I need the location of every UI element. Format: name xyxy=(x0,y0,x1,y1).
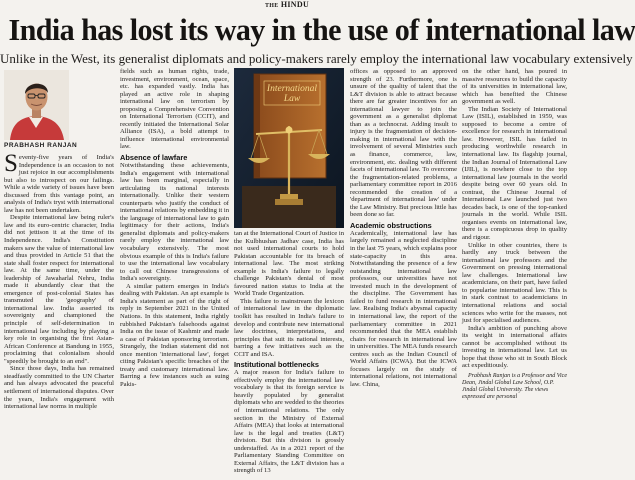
paragraph: This failure to mainstream the lexicon of international law in the diplomatic toolkit has resulted in India's failure to develop and contribute new international law doctrines, interpretations, and principles that suit its national interests, barring a few initiatives such as the CCIT and ISA. xyxy=(234,297,344,358)
scales-of-justice-illustration xyxy=(234,68,344,228)
subheading-institutional-bottlenecks: Institutional bottlenecks xyxy=(234,360,319,370)
author-byline: PRABHASH RANJAN xyxy=(4,142,78,149)
masthead xyxy=(232,0,342,10)
article-column-4 xyxy=(350,68,457,388)
author-tagline: Prabhash Ranjan is a Professor and Vice Dean, Jindal Global Law School, O.P. Jindal Global University. The views expressed are personal xyxy=(462,372,567,400)
standfirst: Unlike in the West, its generalist diplomats and policy-makers rarely employ the international law vocabulary extensively xyxy=(0,51,633,66)
paragraph: on the other hand, has poured in massive resources to build the capacity of its universities in international law, which has benefited the Chinese government as well. xyxy=(462,68,567,106)
article-column-1 xyxy=(4,150,114,411)
paragraph: Unlike in other countries, there is hardly any truck between the international law professors and the Government on pressing international law challenges. International law academicians, on their part, have failed to popularise international law. This is in stark contrast to academicians in international relations and social sciences who write for the masses, not just for specialised audiences. xyxy=(462,241,567,325)
paragraph: Despite international law being ruler's law and its euro-centric character, India did not jettison it at the time of its Independence. India's Constitution makers saw the value of international law and thus provided in Article 51 that the state shall foster respect for international law. At the same time, under the leadership of Jawaharlal Nehru, India made it abundantly clear that the emergence of post-colonial States has transmuted the 'geography' of international law. India asserted its sovereignty and championed the principle of self-determination in international law including by playing a key role in organising the first Asian-African Conference at Bandung in 1955, proclaiming that colonialism should "speedily be brought to an end". xyxy=(4,214,114,365)
article-column-5 xyxy=(462,68,567,401)
paragraph: The Indian Society of International Law (ISIL), established in 1959, was supposed to become a centre of excellence for research in international law. However, ISIL has failed in producing worthwhile research in international law. Its flagship journal, the Indian Journal of International Law (IJIL), is nowhere close to the top international law journals in the world despite being over 60 years old. In contrast, the Chinese Journal of International Law launched just two decades back, is one of the top-ranked journals in the world. While ISIL organises events on international law, there is a conspicuous drop in quality and rigour. xyxy=(462,105,567,242)
article-column-3 xyxy=(234,230,344,475)
article-column-2 xyxy=(120,68,229,388)
book-title-line2: Law xyxy=(283,94,301,104)
headline: India has lost its way in the use of international law xyxy=(8,12,635,47)
paragraph: Academically, international law has largely remained a neglected discipline in the last 75 years, which explains poor state-capacity in this area. Notwithstanding the presence of a few outstanding international law professors, our universities have not invested much in the development of the discipline. The Government has failed to fund research in international law. Realising India's abysmal capacity in international law, the report of the parliamentary committee in 2021 recommended that the MEA establish chairs for research in international law in universities. The MEA funds research centres such as the Indian Council of World Affairs (ICWA). But the ICWA focuses largely on the study of international relations, not international law. China, xyxy=(350,229,457,388)
masthead-paper: HINDU xyxy=(280,0,310,9)
paragraph-text: eventy-five years of India's Independence is an occasion to not just rejoice in our accomplishments but also to introspect on our failings. While a wide variety of issues have been discussed from this vantage point, an analysis of India's tryst with international law has not been undertaken. xyxy=(4,154,114,214)
book-title-line1: International xyxy=(266,84,318,94)
author-photo xyxy=(4,70,69,140)
author-portrait-image xyxy=(4,70,69,140)
paragraph: A similar pattern emerges in India's dealing with Pakistan. An apt example is India's statement as part of the right of reply in September 2021 in the United Nations. In this statement, India rightly rubbished Pakistan's falsehoods against India on the issue of Kashmir and made a case of Pakistan sponsoring terrorism. Strangely, the Indian statement did not once mention 'international law', forget citing Pakistan's specific breaches of the treaty and customary international law. Barring a few instances such as suing Pakis- xyxy=(120,282,229,388)
paragraph xyxy=(4,150,114,214)
subheading-academic-obstructions: Academic obstructions xyxy=(350,220,432,230)
subheading-absence-of-lawfare: Absence of lawfare xyxy=(120,153,188,163)
paragraph: Since those days, India has remained steadfastly committed to the UN Charter and has always advocated the peaceful settlement of international disputes. Over the years, India's engagement with international law norms in multiple xyxy=(4,365,114,411)
masthead-the: THE xyxy=(264,3,279,9)
drop-cap: S xyxy=(4,150,18,177)
paragraph: fields such as human rights, trade, investment, environment, ocean, space, etc. has expanded vastly. India has played an active role in shaping international law on terrorism by proposing a Comprehensive Convention on International Terrorism (CCIT), and recently initiated the International Solar Alliance (ISA), a bold attempt to influence international environmental law. xyxy=(120,68,229,151)
paragraph: India's ambition of punching above its weight in international affairs cannot be accomplished without its investing in international law. Let us hope that those who sit in South Block act expeditiously. xyxy=(462,324,567,370)
paragraph: offices as opposed to an approved strength of 23. Furthermore, one is unsure of the quality of talent that the L&T division is able to attract because there are far greater incentives for an international lawyer to join the government as a generalist diplomat than as a technocrat. Adding insult to injury is the fragmentation of decision-making in international law with the involvement of several Ministries such as finance, commerce, law, environment, etc. dealing with different facets of international law. To overcome the fragmentation-related problems, a parliamentary committee report in 2016 recommended the creation of a 'department of international law' under the Law Ministry. But precious little has been done so far. xyxy=(350,68,457,219)
paragraph: tan at the International Court of Justice in the Kulbhushan Jadhav case, India has not used international courts to hold Pakistan accountable for its breach of international law. The most striking example is India's failure to legally challenge Pakistan's denial of most favoured nation status to India at the World Trade Organization. xyxy=(234,230,344,298)
law-book-image xyxy=(234,68,344,228)
paragraph: Notwithstanding these achievements, India's engagement with international law has been marginal, especially in articulating its national interests internationally. Unlike their western counterparts who justify the conduct of international relations by embedding it in the language of international law to gain legitimacy for their actions, India's generalist diplomats and policy-makers rarely employ the international law vocabulary extensively. The most obvious example of this is India's failure to use the international law vocabulary to call out Chinese transgressions of India's sovereignty. xyxy=(120,162,229,283)
paragraph: A major reason for India's failure to effectively employ the international law vocabulary is that its foreign service is heavily populated by generalist diplomats who are wedded to the theories of international relations. The only section in the Ministry of External Affairs (MEA) that looks at international law is the legal and treaties (L&T) division. But this division is grossly understaffed. As in a 2021 report of the Parliamentary Standing Committee on External Affairs, the L&T division has a strength of 13 xyxy=(234,369,344,475)
